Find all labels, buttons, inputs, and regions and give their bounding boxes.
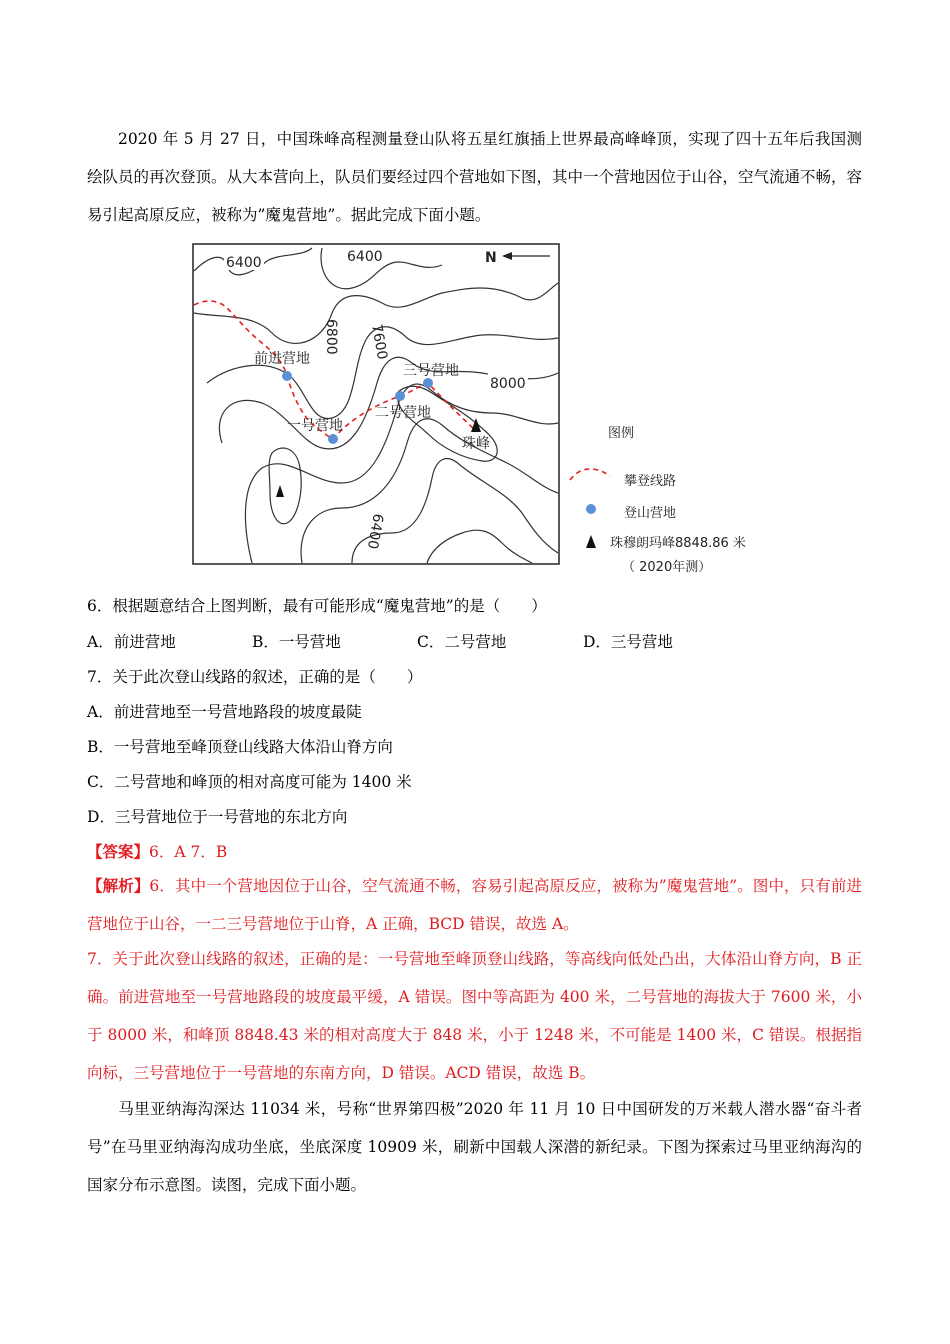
intro-paragraph-2: 马里亚纳海沟深达 11034 米，号称“世界第四极”2020 年 11 月 10 日中国研发的万米载人潜水器“奋斗者号”在马里亚纳海沟成功坐底，坐底深度 10909 米，刷新中国载人深潜的新纪录。下图为探索过马里亚纳海沟的国家分布示意图。读图，完成下面小题。: [87, 1100, 862, 1194]
contour-label-6800: 6800: [323, 319, 339, 355]
yihao-camp-label: 一号营地: [287, 418, 343, 434]
contour-map: [192, 243, 560, 565]
peak-legend-icon: [584, 534, 598, 550]
question-6-stem: 6．根据题意结合上图判断，最有可能形成“魔鬼营地”的是（ ）: [87, 597, 547, 615]
sanhao-camp-marker: [423, 378, 433, 388]
legend-title: 图例: [608, 426, 635, 441]
route-legend-icon: [568, 462, 612, 484]
legend-peak-label: 珠穆朗玛峰8848.86 米: [610, 536, 746, 551]
q7-option-d: D．三号营地位于一号营地的东北方向: [87, 808, 348, 826]
qianjin-camp-label: 前进营地: [254, 351, 310, 367]
legend-route-label: 攀登线路: [624, 474, 677, 489]
legend-peak-note: （ 2020年测）: [622, 560, 712, 575]
q6-option-d: D．三号营地: [583, 633, 673, 651]
map-legend: [560, 420, 800, 580]
camp-legend-icon: [584, 502, 598, 516]
zhufeng-label: 珠峰: [462, 436, 490, 452]
legend-camp-label: 登山营地: [624, 506, 677, 521]
question-7-stem: 7．关于此次登山线路的叙述，正确的是（ ）: [87, 668, 423, 686]
yihao-camp-marker: [328, 434, 338, 444]
north-label: N: [485, 250, 497, 266]
answer-line: [87, 840, 227, 862]
analysis-paragraph-7: 7．关于此次登山线路的叙述，正确的是：一号营地至峰顶登山线路，等高线向低处凸出，大体沿山脊方向，B 正确。前进营地至一号营地路段的坡度最平缓，A 错误。图中等高距为 400 米，二号营地的海拔大于 7600 米，小于 8000 米，和峰顶 8848.43 米的相对高度大于 848 米，小于 1248 米，不可能是 1400 米，C 错误。根据指向标，三号营地位于一号营地的东南方向，D 错误。ACD 错误，故选 B。: [87, 950, 862, 1082]
analysis-paragraph-6: 【解析】6．其中一个营地因位于山谷，空气流通不畅，容易引起高原反应，被称为”魔鬼营地”。图中，只有前进营地位于山谷，一二三号营地位于山脊，A 正确，BCD 错误，故选 A。: [87, 876, 862, 933]
q6-option-a: A．前进营地: [87, 633, 176, 651]
contour-label-7600: 7600: [368, 322, 391, 361]
contour-label-8000: 8000: [490, 376, 526, 392]
contour-label-6400: 6400: [226, 255, 262, 271]
contour-label-6400: 6400: [347, 249, 383, 265]
answer-tag: 【答案】: [87, 842, 150, 861]
erhao-camp-label: 二号营地: [375, 405, 431, 421]
q7-option-b: B．一号营地至峰顶登山线路大体沿山脊方向: [87, 738, 393, 756]
sanhao-camp-label: 三号营地: [403, 363, 459, 379]
answer-text: 6．A 7．B: [149, 843, 228, 861]
q6-option-b: B．一号营地: [252, 633, 341, 651]
contour-label-6400: 6400: [363, 512, 386, 551]
qianjin-camp-marker: [282, 371, 292, 381]
erhao-camp-marker: [395, 391, 405, 401]
q7-option-a: A．前进营地至一号营地路段的坡度最陡: [87, 703, 362, 721]
analysis-tag: 【解析】: [87, 876, 150, 895]
q7-option-c: C．二号营地和峰顶的相对高度可能为 1400 米: [87, 773, 412, 791]
intro-paragraph: 2020 年 5 月 27 日，中国珠峰高程测量登山队将五星红旗插上世界最高峰峰顶，实现了四十五年后我国测绘队员的再次登顶。从大本营向上，队员们要经过四个营地如下图，其中一个营地因位于山谷，空气流通不畅，容易引起高原反应，被称为”魔鬼营地”。据此完成下面小题。: [87, 130, 863, 224]
q6-option-c: C．二号营地: [417, 633, 507, 651]
